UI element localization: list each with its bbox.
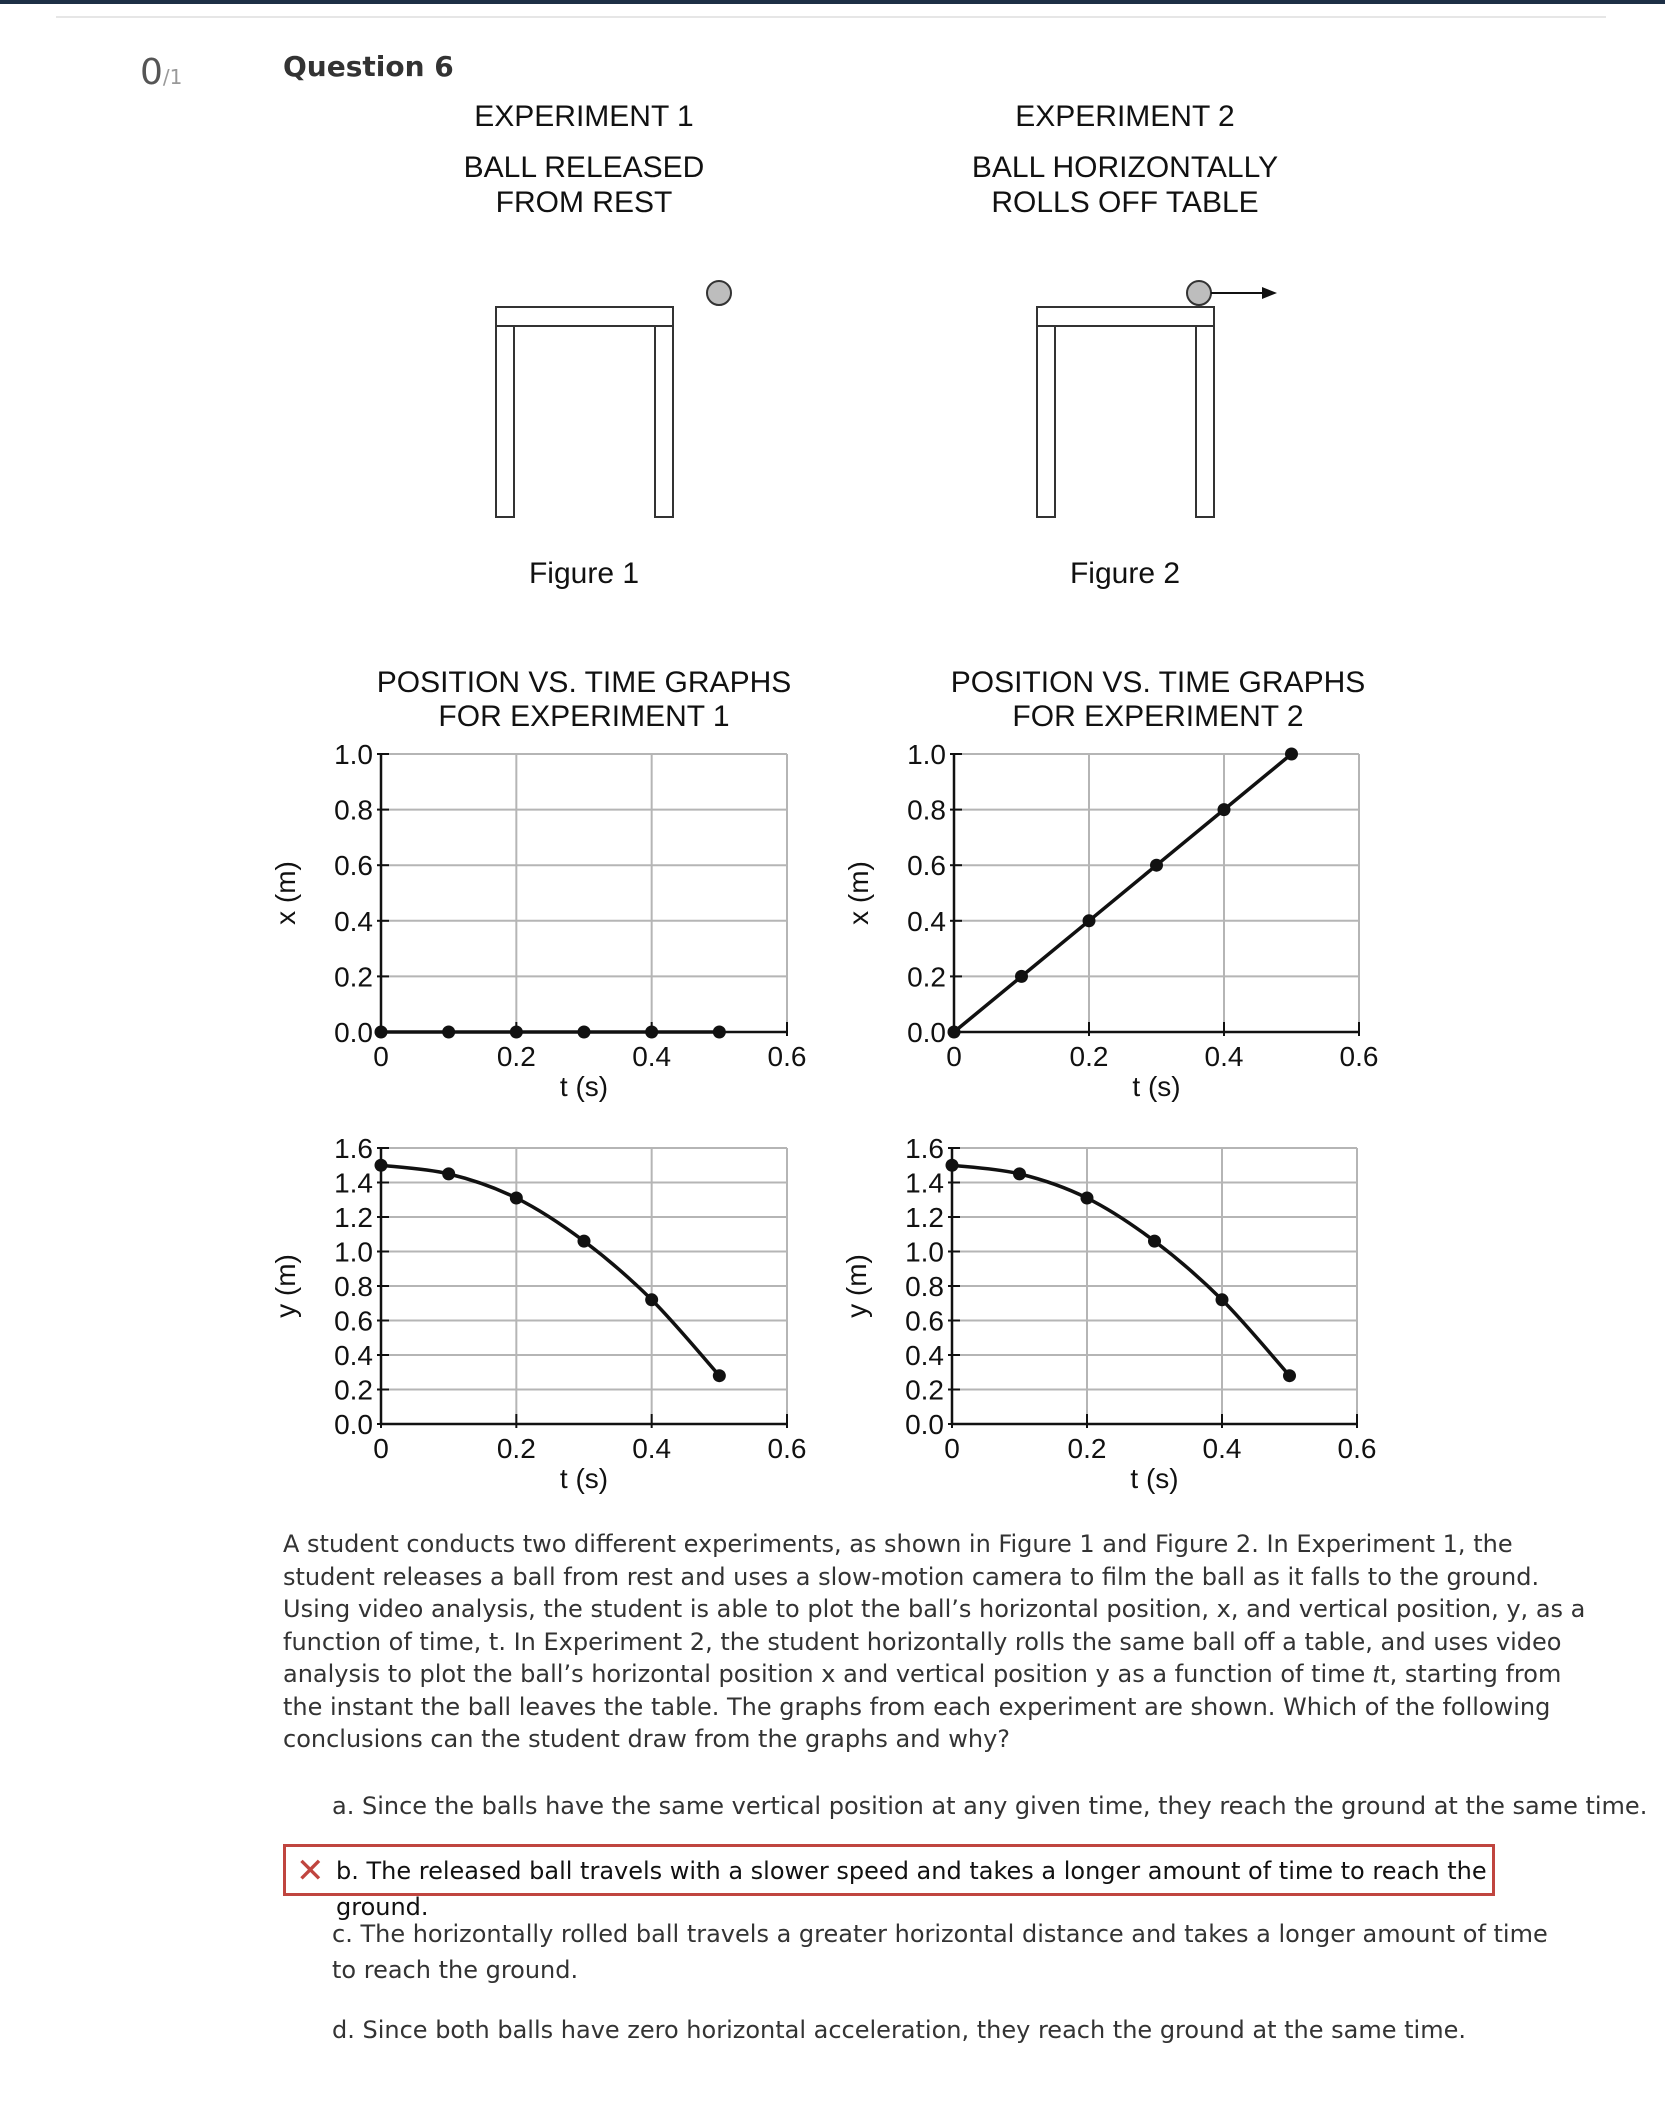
x-tick-label: 0.2 xyxy=(1069,1041,1109,1072)
data-point xyxy=(442,1167,455,1180)
y-tick-label: 1.6 xyxy=(334,1133,373,1164)
data-point xyxy=(1083,914,1096,927)
y-tick-label: 1.4 xyxy=(905,1167,944,1199)
exp2-subtitle-2: ROLLS OFF TABLE xyxy=(991,186,1259,219)
y-tick-label: 0.8 xyxy=(334,1271,373,1302)
y-axis-label: y (m) xyxy=(270,1254,301,1318)
y-tick-label: 0.0 xyxy=(905,1409,944,1440)
data-point xyxy=(948,1026,961,1039)
question-title: Question 6 xyxy=(283,50,454,83)
option-a[interactable]: a. Since the balls have the same vertical position at any given time, they reach the ground at the same time. xyxy=(332,1792,1648,1820)
x-axis-label: t (s) xyxy=(1130,1463,1179,1494)
option-c[interactable]: c. The horizontally rolled ball travels a greater horizontal distance and takes a longer amount of time to reach the ground. xyxy=(332,1920,1548,1984)
x-axis-label: t (s) xyxy=(1132,1071,1181,1102)
y-tick-label: 0.8 xyxy=(334,794,373,826)
data-point xyxy=(1015,970,1028,983)
x-tick-label: 0.6 xyxy=(1339,1041,1379,1072)
x-tick-label: 0 xyxy=(373,1433,389,1464)
x-tick-label: 0.6 xyxy=(1337,1433,1377,1464)
x-tick-label: 0.6 xyxy=(767,1041,807,1072)
ball-icon xyxy=(707,281,731,305)
graph-titles xyxy=(377,666,1366,733)
data-point xyxy=(375,1026,388,1039)
option-b: b. The released ball travels with a slower speed and takes a longer amount of time to reach the ground. xyxy=(336,1857,1487,1921)
y-tick-label: 1.0 xyxy=(334,1236,373,1268)
y-tick-label: 0.8 xyxy=(905,1271,944,1302)
exp1-subtitle-1: BALL RELEASED xyxy=(463,151,705,184)
x-axis-label: t (s) xyxy=(559,1071,609,1102)
ball-icon xyxy=(1187,281,1211,305)
data-point xyxy=(713,1026,726,1039)
y-tick-label: 0.0 xyxy=(334,1409,373,1440)
option-d[interactable]: d. Since both balls have zero horizontal acceleration, they reach the ground at the same time. xyxy=(332,2016,1466,2044)
exp1-title: EXPERIMENT 1 xyxy=(474,100,694,133)
data-point xyxy=(510,1026,523,1039)
x-tick-label: 0 xyxy=(946,1041,962,1072)
data-point xyxy=(645,1293,658,1306)
y-tick-label: 0.2 xyxy=(905,1374,944,1406)
x-tick-label: 0.4 xyxy=(632,1041,672,1072)
charts xyxy=(270,739,1378,1494)
chart-exp1-x xyxy=(270,739,806,1102)
graphs-2-title-line-2: FOR EXPERIMENT 2 xyxy=(1012,700,1304,733)
y-tick-label: 1.2 xyxy=(334,1202,373,1233)
score-value: 0 xyxy=(140,52,163,93)
y-tick-label: 1.6 xyxy=(905,1133,944,1164)
data-point xyxy=(1013,1167,1026,1180)
y-tick-label: 0.4 xyxy=(907,905,946,937)
x-tick-label: 0 xyxy=(373,1041,389,1072)
y-tick-label: 1.0 xyxy=(905,1236,944,1268)
x-tick-label: 0.2 xyxy=(1067,1433,1107,1464)
data-point xyxy=(510,1192,523,1205)
data-point xyxy=(713,1369,726,1382)
graphs-1-title-line-1: POSITION VS. TIME GRAPHS xyxy=(376,666,792,699)
x-tick-label: 0.4 xyxy=(1202,1433,1242,1464)
figure-1-caption: Figure 1 xyxy=(528,557,640,590)
chart-exp2-y xyxy=(841,1133,1376,1494)
x-tick-label: 0.4 xyxy=(1204,1041,1244,1072)
y-tick-label: 0.2 xyxy=(907,961,946,993)
series-line xyxy=(954,754,1292,1032)
y-tick-label: 0.0 xyxy=(907,1017,946,1048)
table-icon xyxy=(1037,307,1214,517)
y-axis-label: x (m) xyxy=(270,861,301,925)
y-tick-label: 1.2 xyxy=(905,1202,944,1233)
exp1-subtitle-2: FROM REST xyxy=(495,186,673,219)
series-line xyxy=(381,1165,719,1375)
data-point xyxy=(1216,1293,1229,1306)
y-tick-label: 0.4 xyxy=(334,1340,373,1371)
y-tick-label: 0.6 xyxy=(905,1305,944,1337)
graphs-2-title-line-1: POSITION VS. TIME GRAPHS xyxy=(950,666,1366,699)
y-tick-label: 0.2 xyxy=(334,1374,373,1406)
data-point xyxy=(1150,859,1163,872)
x-tick-label: 0.2 xyxy=(496,1041,536,1072)
y-tick-label: 0.6 xyxy=(907,850,946,882)
y-tick-label: 0.2 xyxy=(334,961,373,993)
question-text: A student conducts two different experiments, as shown in Figure 1 and Figure 2. In Experiment 1, the student releases a ball from rest and uses a slow-motion camera to film the ball as it falls to the ground. Using video analysis, the student is able to plot the ball’s horizontal position, x, and vertical position, y, as a function of time, t. In Experiment 2, the student horizontally rolls the same ball off a table, and uses video analysis to plot the ball’s horizontal position x and vertical position y as a function of time 𝑡t, starting from the instant the ball leaves the table. The graphs from each experiment are shown. Which of the following conclusions can the student draw from the graphs and why? xyxy=(283,1530,1586,1753)
x-tick-label: 0.4 xyxy=(632,1433,672,1464)
y-tick-label: 0.6 xyxy=(334,1305,373,1337)
data-point xyxy=(1218,803,1231,816)
x-axis-label: t (s) xyxy=(559,1463,609,1494)
exp2-title: EXPERIMENT 2 xyxy=(1015,100,1235,133)
y-tick-label: 0.6 xyxy=(334,850,373,882)
x-tick-label: 0.2 xyxy=(496,1433,536,1464)
data-point xyxy=(1148,1235,1161,1248)
exp2-subtitle-1: BALL HORIZONTALLY xyxy=(971,151,1279,184)
y-tick-label: 0.4 xyxy=(334,905,373,937)
graphs-1-title-line-2: FOR EXPERIMENT 1 xyxy=(438,700,730,733)
figure-2-caption: Figure 2 xyxy=(1069,557,1181,590)
option-b-selected-incorrect[interactable] xyxy=(283,1844,1495,1921)
chart-exp2-x xyxy=(843,739,1378,1102)
x-tick-label: 0.6 xyxy=(767,1433,807,1464)
table-icon xyxy=(496,307,673,517)
experiment-2-figure xyxy=(972,100,1278,590)
y-tick-label: 1.4 xyxy=(334,1167,373,1199)
data-point xyxy=(946,1159,959,1172)
data-point xyxy=(1285,748,1298,761)
y-tick-label: 0.0 xyxy=(334,1017,373,1048)
x-tick-label: 0 xyxy=(944,1433,960,1464)
arrow-right-icon xyxy=(1211,287,1277,299)
y-tick-label: 0.4 xyxy=(905,1340,944,1371)
data-point xyxy=(645,1026,658,1039)
y-tick-label: 0.8 xyxy=(907,794,946,826)
data-point xyxy=(578,1026,591,1039)
score-total: /1 xyxy=(162,65,183,89)
data-point xyxy=(578,1235,591,1248)
y-tick-label: 1.0 xyxy=(907,739,946,770)
data-point xyxy=(442,1026,455,1039)
data-point xyxy=(1283,1369,1296,1382)
y-axis-label: y (m) xyxy=(841,1254,872,1318)
y-tick-label: 1.0 xyxy=(334,739,373,770)
y-axis-label: x (m) xyxy=(843,861,874,925)
chart-exp1-y xyxy=(270,1133,806,1494)
experiment-1-figure xyxy=(464,100,731,590)
data-point xyxy=(375,1159,388,1172)
incorrect-x-icon: ✕ xyxy=(296,1851,325,1891)
series-line xyxy=(952,1165,1290,1375)
data-point xyxy=(1081,1192,1094,1205)
